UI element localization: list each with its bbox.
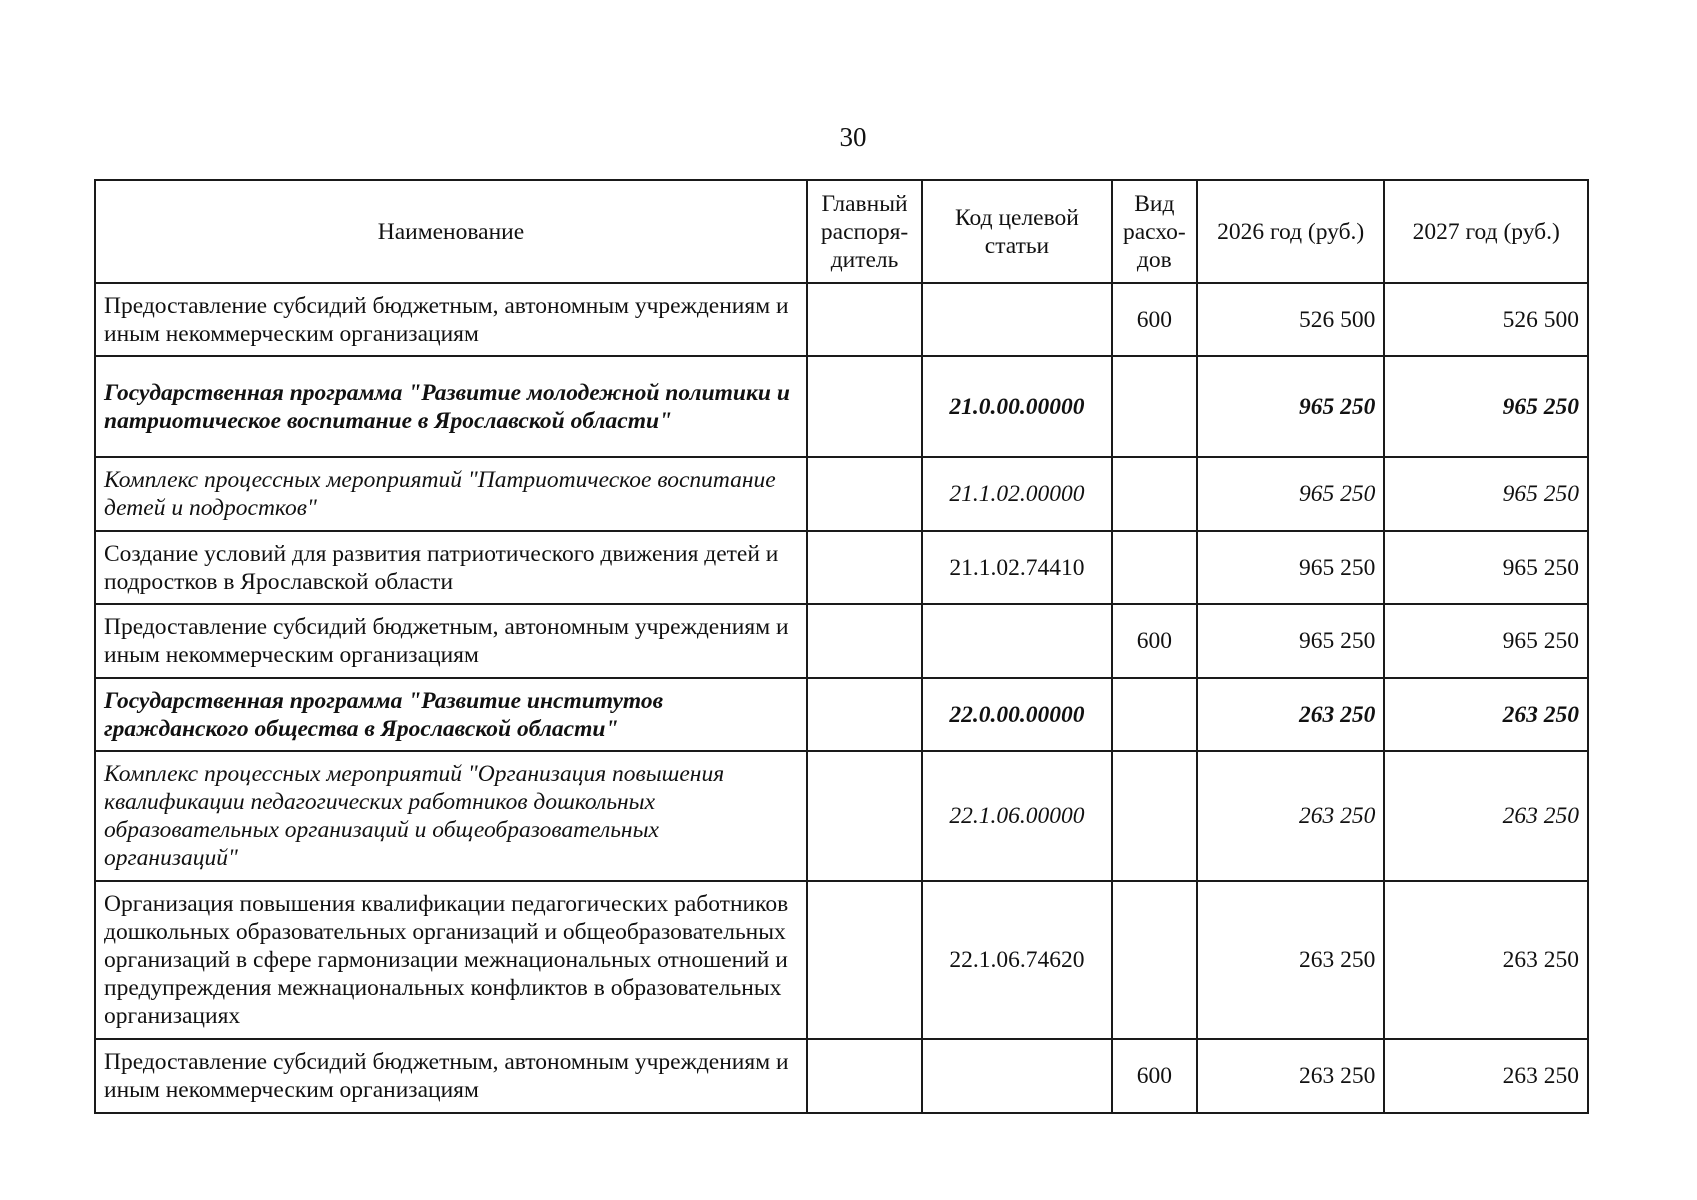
cell-code — [922, 1039, 1112, 1113]
table-row — [95, 1039, 1588, 1113]
cell-manager — [807, 881, 922, 1039]
cell-year-2027: 965 250 — [1384, 457, 1588, 531]
table-row — [95, 604, 1588, 678]
cell-year-2027: 263 250 — [1384, 881, 1588, 1039]
cell-code: 22.0.00.00000 — [922, 678, 1112, 751]
cell-expense-type — [1112, 531, 1197, 604]
cell-year-2027: 526 500 — [1384, 283, 1588, 356]
cell-name: Государственная программа "Развитие институтов гражданского общества в Ярославской области" — [95, 678, 807, 751]
cell-year-2027: 965 250 — [1384, 604, 1588, 678]
cell-expense-type: 600 — [1112, 1039, 1197, 1113]
cell-manager — [807, 751, 922, 881]
cell-year-2026: 965 250 — [1197, 531, 1385, 604]
cell-name: Предоставление субсидий бюджетным, автономным учреждениям и иным некоммерческим организациям — [95, 1039, 807, 1113]
cell-manager — [807, 457, 922, 531]
cell-expense-type — [1112, 881, 1197, 1039]
cell-manager — [807, 1039, 922, 1113]
cell-year-2027: 263 250 — [1384, 678, 1588, 751]
table-row — [95, 356, 1588, 457]
cell-year-2027: 965 250 — [1384, 531, 1588, 604]
cell-expense-type: 600 — [1112, 283, 1197, 356]
header-year-2027: 2027 год (руб.) — [1384, 180, 1588, 283]
table-body — [95, 283, 1588, 1113]
page-number: 30 — [839, 122, 867, 152]
cell-code — [922, 604, 1112, 678]
table-row — [95, 751, 1588, 881]
cell-code: 22.1.06.00000 — [922, 751, 1112, 881]
table-row — [95, 283, 1588, 356]
cell-manager — [807, 531, 922, 604]
cell-code: 21.1.02.00000 — [922, 457, 1112, 531]
cell-manager — [807, 604, 922, 678]
header-code: Код целевой статьи — [922, 180, 1112, 283]
table-header-row — [95, 180, 1588, 283]
table-row — [95, 531, 1588, 604]
header-name: Наименование — [95, 180, 807, 283]
cell-code — [922, 283, 1112, 356]
cell-name: Предоставление субсидий бюджетным, автономным учреждениям и иным некоммерческим организациям — [95, 604, 807, 678]
cell-year-2026: 263 250 — [1197, 881, 1385, 1039]
header-year-2026: 2026 год (руб.) — [1197, 180, 1385, 283]
budget-table — [94, 179, 1589, 1114]
table-row — [95, 457, 1588, 531]
cell-name: Комплекс процессных мероприятий "Патриотическое воспитание детей и подростков" — [95, 457, 807, 531]
cell-code: 21.0.00.00000 — [922, 356, 1112, 457]
header-manager: Главный распоря-дитель — [807, 180, 922, 283]
table-row — [95, 678, 1588, 751]
cell-expense-type: 600 — [1112, 604, 1197, 678]
cell-name: Комплекс процессных мероприятий "Организация повышения квалификации педагогических работников дошкольных образовательных организаций и общеобразовательных организаций" — [95, 751, 807, 881]
cell-year-2026: 965 250 — [1197, 457, 1385, 531]
cell-year-2027: 263 250 — [1384, 1039, 1588, 1113]
cell-year-2026: 965 250 — [1197, 604, 1385, 678]
header-expense-type: Вид расхо-дов — [1112, 180, 1197, 283]
table-row — [95, 881, 1588, 1039]
cell-year-2026: 965 250 — [1197, 356, 1385, 457]
cell-year-2027: 263 250 — [1384, 751, 1588, 881]
cell-expense-type — [1112, 751, 1197, 881]
cell-year-2026: 526 500 — [1197, 283, 1385, 356]
cell-name: Организация повышения квалификации педагогических работников дошкольных образовательных организаций и общеобразовательных организаций в сфере гармонизации межнациональных отношений и предупреждения межнациональных конфликтов в образовательных организациях — [95, 881, 807, 1039]
cell-manager — [807, 283, 922, 356]
cell-manager — [807, 678, 922, 751]
cell-year-2026: 263 250 — [1197, 678, 1385, 751]
cell-year-2026: 263 250 — [1197, 751, 1385, 881]
cell-code: 22.1.06.74620 — [922, 881, 1112, 1039]
cell-name: Создание условий для развития патриотического движения детей и подростков в Ярославской области — [95, 531, 807, 604]
cell-expense-type — [1112, 678, 1197, 751]
cell-year-2026: 263 250 — [1197, 1039, 1385, 1113]
cell-expense-type — [1112, 356, 1197, 457]
cell-year-2027: 965 250 — [1384, 356, 1588, 457]
cell-name: Предоставление субсидий бюджетным, автономным учреждениям и иным некоммерческим организациям — [95, 283, 807, 356]
cell-name: Государственная программа "Развитие молодежной политики и патриотическое воспитание в Ярославской области" — [95, 356, 807, 457]
cell-manager — [807, 356, 922, 457]
cell-expense-type — [1112, 457, 1197, 531]
cell-code: 21.1.02.74410 — [922, 531, 1112, 604]
